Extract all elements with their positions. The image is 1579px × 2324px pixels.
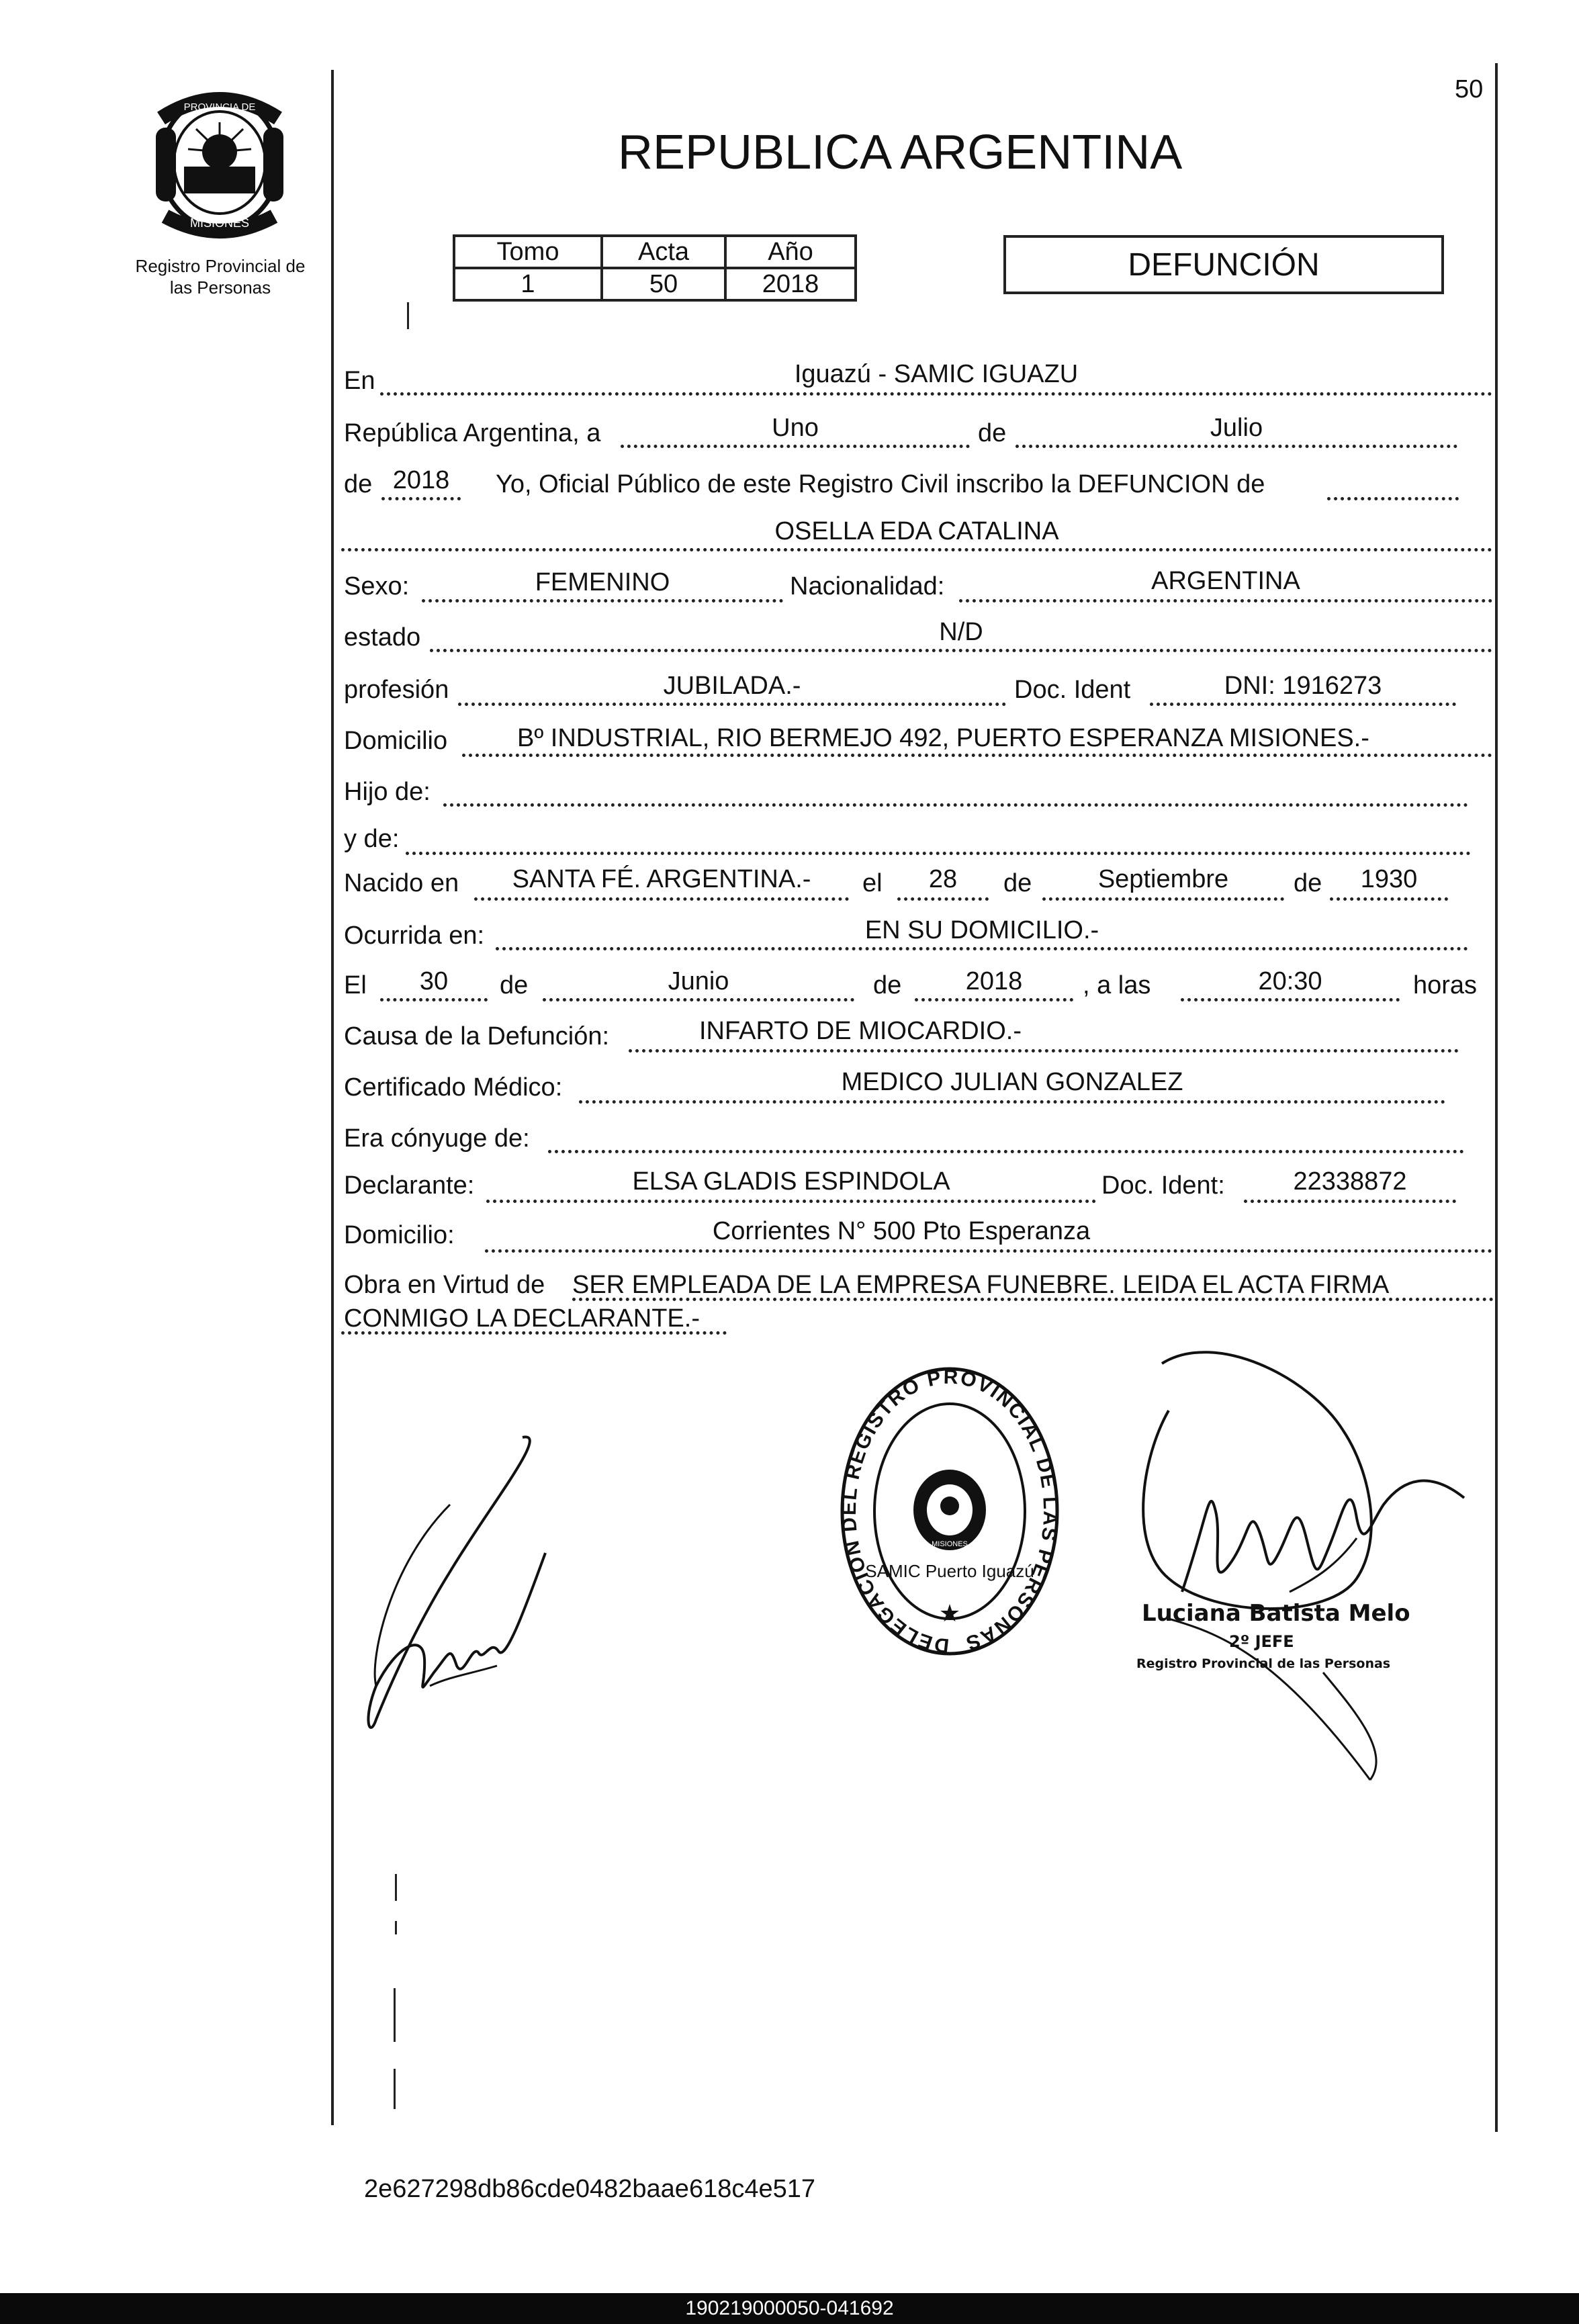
el-label: el	[862, 869, 883, 897]
record-value-acta: 50	[602, 268, 725, 300]
en-label: En	[344, 367, 375, 395]
de-label-1: de	[978, 419, 1007, 447]
domicilio2-value: Corrientes N° 500 Pto Esperanza	[712, 1217, 1091, 1245]
horas-label: horas	[1413, 971, 1478, 999]
record-header-anio: Año	[725, 236, 856, 268]
nacionalidad-label: Nacionalidad:	[790, 572, 945, 600]
nacido-anio-dotted-line	[1330, 897, 1448, 901]
obra-line-2: CONMIGO LA DECLARANTE.-	[344, 1304, 700, 1333]
causa-label: Causa de la Defunción:	[344, 1022, 610, 1051]
record-value-anio: 2018	[725, 268, 856, 300]
day-dotted-line	[621, 445, 970, 448]
nacido-anio: 1930	[1360, 865, 1418, 893]
nacionalidad-value: ARGENTINA	[1151, 567, 1300, 595]
doc-dotted-line	[1150, 703, 1456, 706]
stray-mark	[395, 1921, 397, 1934]
certificado-value: MEDICO JULIAN GONZALEZ	[841, 1068, 1183, 1096]
yde-dotted-line	[406, 852, 1471, 855]
anio-def: 2018	[965, 967, 1023, 995]
record-value-tomo: 1	[454, 268, 602, 300]
barcode-bar	[0, 2293, 1579, 2324]
record-header-tomo: Tomo	[454, 236, 602, 268]
de-label-3: de	[1003, 869, 1032, 897]
nacionalidad-dotted-line	[959, 599, 1492, 602]
conyuge-label: Era cónyuge de:	[344, 1124, 530, 1153]
obra-line-1: SER EMPLEADA DE LA EMPRESA FUNEBRE. LEIDA EL ACTA FIRMA	[572, 1271, 1390, 1299]
record-table	[453, 234, 857, 302]
hora-dotted-line	[1181, 998, 1400, 1001]
stamp-ring-textpath: DELEGACION DEL REGISTRO PROVINCIAL DE LAS PERSONAS	[838, 1366, 1062, 1657]
dia-def-dotted-line	[380, 998, 488, 1001]
de-label-6: de	[873, 971, 902, 999]
de-label-5: de	[500, 971, 529, 999]
inscribo-dotted-line	[1327, 497, 1459, 500]
hijo-dotted-line	[443, 803, 1468, 807]
sexo-value: FEMENINO	[535, 568, 670, 596]
estado-value: N/D	[939, 618, 983, 646]
profesion-value: JUBILADA.-	[663, 672, 801, 700]
registry-name	[120, 255, 321, 298]
certificado-label: Certificado Médico:	[344, 1073, 563, 1102]
conyuge-dotted-line	[548, 1150, 1464, 1153]
day-value: Uno	[772, 414, 819, 442]
year-value: 2018	[392, 466, 450, 494]
record-type-box	[1003, 235, 1444, 294]
stamp-emblem-text: MISIONES	[932, 1540, 968, 1548]
domicilio-label: Domicilio	[344, 727, 448, 755]
sexo-label: Sexo:	[344, 572, 410, 600]
domicilio-dotted-line	[462, 754, 1492, 757]
el-cap-label: El	[344, 971, 367, 999]
name-dotted-line	[341, 548, 1492, 551]
domicilio-value: Bº INDUSTRIAL, RIO BERMEJO 492, PUERTO ESPERANZA MISIONES.-	[517, 724, 1369, 752]
en-dotted-line	[380, 392, 1492, 396]
officer-title: 2º JEFE	[1229, 1632, 1294, 1651]
estado-dotted-line	[430, 649, 1492, 652]
declarante-label: Declarante:	[344, 1171, 475, 1200]
alas-label: , a las	[1083, 971, 1151, 999]
official-stamp	[836, 1364, 1064, 1666]
de-label-4: de	[1294, 869, 1322, 897]
nacido-dia-dotted-line	[897, 897, 989, 901]
place-value: Iguazú - SAMIC IGUAZU	[794, 360, 1079, 388]
logo-text-top: PROVINCIA DE	[183, 101, 256, 113]
nacido-mes: Septiembre	[1097, 865, 1229, 893]
doc-label: Doc. Ident	[1014, 676, 1131, 704]
officer-name: Luciana Batista Melo	[1142, 1600, 1410, 1627]
profesion-label: profesión	[344, 676, 449, 704]
barcode-number: 190219000050-041692	[685, 2297, 894, 2319]
causa-value: INFARTO DE MIOCARDIO.-	[699, 1017, 1022, 1045]
nacido-dia: 28	[928, 865, 958, 893]
declarante-value: ELSA GLADIS ESPINDOLA	[632, 1167, 950, 1196]
yde-label: y de:	[344, 825, 400, 853]
declarante-dotted-line	[486, 1200, 1096, 1203]
profesion-dotted-line	[458, 703, 1006, 706]
document-hash: 2e627298db86cde0482baae618c4e517	[364, 2175, 816, 2203]
obra-dotted-line-1	[572, 1298, 1494, 1301]
record-table-header-row	[454, 236, 856, 268]
record-type: DEFUNCIÓN	[1128, 247, 1320, 283]
de-label-2: de	[344, 470, 373, 498]
nacido-lugar-dotted-line	[474, 897, 849, 901]
mes-def-dotted-line	[543, 998, 854, 1001]
doc2-label: Doc. Ident:	[1101, 1171, 1225, 1200]
inscribo-text: Yo, Oficial Público de este Registro Civil inscribo la DEFUNCION de	[496, 470, 1265, 498]
nacido-label: Nacido en	[344, 869, 459, 897]
stray-mark	[394, 2069, 396, 2109]
stamp-inner-text: SAMIC Puerto Iguazú	[865, 1561, 1034, 1581]
republic-label: República Argentina, a	[344, 419, 601, 447]
deceased-name: OSELLA EDA CATALINA	[774, 517, 1059, 545]
nacido-lugar: SANTA FÉ. ARGENTINA.-	[512, 865, 811, 893]
dia-def: 30	[419, 967, 449, 995]
domicilio2-label: Domicilio:	[344, 1221, 455, 1249]
certificado-dotted-line	[579, 1100, 1445, 1104]
stray-mark	[395, 1874, 397, 1901]
registry-line-2: las Personas	[169, 277, 271, 298]
month-dotted-line	[1016, 445, 1457, 448]
estado-label: estado	[344, 623, 421, 652]
hijo-label: Hijo de:	[344, 778, 431, 806]
page-title: REPUBLICA ARGENTINA	[618, 126, 1183, 179]
month-value: Julio	[1210, 414, 1263, 442]
ocurrida-value: EN SU DOMICILIO.-	[864, 916, 1099, 944]
left-margin-line	[331, 70, 334, 2125]
officer-block	[1136, 1600, 1410, 1671]
domicilio2-dotted-line	[485, 1249, 1492, 1253]
page-number: 50	[1455, 75, 1484, 103]
causa-dotted-line	[629, 1049, 1459, 1053]
stray-mark	[407, 302, 409, 329]
stray-mark	[394, 1988, 396, 2042]
nacido-mes-dotted-line	[1042, 897, 1284, 901]
record-table-value-row	[454, 268, 856, 300]
declarant-signature	[349, 1431, 618, 1740]
officer-org: Registro Provincial de las Personas	[1136, 1656, 1391, 1671]
ocurrida-label: Ocurrida en:	[344, 922, 485, 950]
year-dotted-line	[381, 497, 461, 500]
doc2-value: 22338872	[1293, 1167, 1407, 1196]
province-logo	[149, 87, 290, 242]
doc-value: DNI: 1916273	[1224, 672, 1382, 700]
sexo-dotted-line	[422, 599, 783, 602]
obra-label: Obra en Virtud de	[344, 1271, 545, 1299]
ocurrida-dotted-line	[496, 947, 1468, 950]
record-header-acta: Acta	[602, 236, 725, 268]
officer-signature	[1115, 1337, 1491, 1820]
stamp-star-icon: ★	[938, 1600, 961, 1627]
right-margin-line	[1495, 63, 1498, 2132]
mes-def: Junio	[668, 967, 729, 995]
registry-line-1: Registro Provincial de	[135, 256, 306, 276]
doc2-dotted-line	[1244, 1200, 1456, 1203]
logo-text-bottom: MISIONES	[189, 216, 250, 230]
anio-def-dotted-line	[915, 998, 1073, 1001]
obra-dotted-line-2	[341, 1331, 727, 1335]
hora-value: 20:30	[1258, 967, 1322, 995]
